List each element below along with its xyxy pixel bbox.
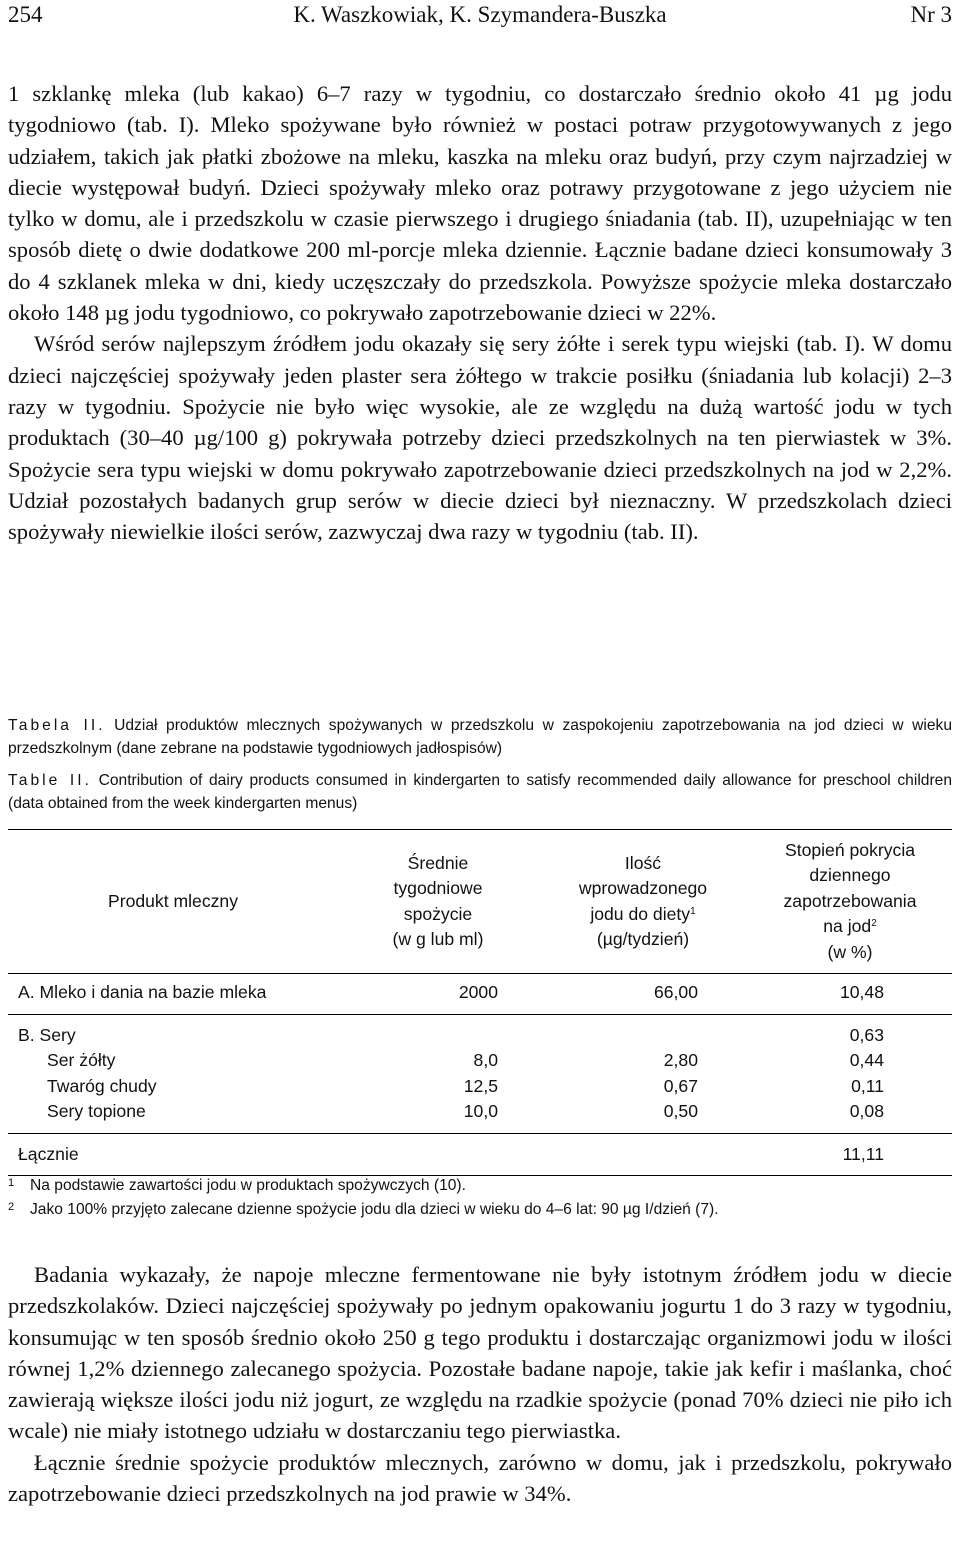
table-row [8, 1074, 952, 1100]
paragraph-summary: Łącznie średnie spożycie produktów mlecznych, zarówno w domu, jak i przedszkolu, pokrywało zapotrzebowanie dzieci przedszkolnych na jod prawie w 34%. [8, 1449, 952, 1507]
footnote-text: Jako 100% przyjęto zalecane dzienne spożycie jodu dla dzieci w wieku do 4–6 lat: 90 µg I/dzień (7). [30, 1201, 719, 1218]
cell-weekly: 2000 [458, 982, 498, 1002]
running-authors: K. Waszkowiak, K. Szymandera-Buszka [293, 2, 667, 27]
row-label: Twaróg chudy [47, 1075, 157, 1096]
header-product: Produkt mleczny [107, 890, 239, 911]
cell-iodine [538, 1133, 748, 1176]
body-text-bottom [8, 1259, 952, 1509]
table-label-en: Table II. [8, 772, 92, 789]
header-weekly-line: spożycie [403, 903, 473, 924]
header-iodine-line: wprowadzonego [578, 878, 708, 898]
header-iodine [538, 830, 748, 974]
header-weekly-line: (w g lub ml) [392, 929, 484, 949]
page-header [8, 2, 952, 34]
cell-weekly [338, 1133, 538, 1176]
header-coverage-line: Stopień pokrycia [784, 839, 916, 860]
cell-iodine: 2,80 [663, 1050, 698, 1070]
header-coverage-line: (w %) [827, 941, 873, 962]
table-row [8, 1014, 952, 1048]
row-label: Łącznie [18, 1143, 79, 1164]
header-coverage-line: dziennego [809, 865, 891, 886]
footnote [8, 1198, 952, 1222]
cell-coverage: 0,08 [849, 1101, 884, 1121]
paragraph-milk: 1 szklankę mleka (lub kakao) 6–7 razy w tygodniu, co dostarczało średnio około 41 µg jodu tygodniowo (tab. I). Mleko spożywane było również w postaci potraw przygotowywanych z jego udziałem, takich jak płatki zbożowe na mleku, kaszka na mleku oraz budyń, przy czym najrzadziej w diecie występował budyń. Dzieci spożywały mleko oraz potrawy przygotowane z jego użyciem nie tylko w domu, ale i przedszkolu w czasie pierwszego i drugiego śniadania (tab. II), uzupełniając w ten sposób dietę o dwie dodatkowe 200 ml-porcje mleka dziennie. Łącznie badane dzieci konsumowały 3 do 4 szklanek mleka w dni, kiedy uczęszczały do przedszkola. Powyższe spożycie mleka dostarczało około 148 µg jodu tygodniowo, co pokrywało zapotrzebowanie dzieci w 22%. [8, 81, 952, 326]
row-label: A. Mleko i dania na bazie mleka [18, 982, 267, 1002]
table-row [8, 974, 952, 1015]
cell-weekly: 10,0 [463, 1101, 498, 1121]
header-coverage-line: zapotrzebowania [783, 890, 917, 911]
issue-number: Nr 3 [910, 2, 952, 27]
dairy-table [8, 829, 952, 1176]
table-row-total [8, 1133, 952, 1176]
table-caption-en [8, 769, 952, 815]
footnote-text: Na podstawie zawartości jodu w produktach spożywczych (10). [30, 1177, 466, 1194]
cell-coverage: 0,11 [851, 1075, 884, 1096]
table-row [8, 1099, 952, 1133]
table-caption-pl [8, 714, 952, 760]
header-coverage [748, 830, 952, 974]
cell-coverage: 10,48 [839, 982, 884, 1002]
body-text-top [8, 78, 952, 547]
header-weekly [338, 830, 538, 974]
cell-weekly: 8,0 [473, 1050, 498, 1070]
table-caption-pl-text: Udział produktów mlecznych spożywanych w przedszkolu w zaspokojeniu zapotrzebowania na jod dzieci w wieku przedszkolnym (dane zebrane na podstawie tygodniowych jadłospisów) [8, 717, 952, 757]
table-label-pl: Tabela II. [8, 717, 106, 734]
footnote [8, 1174, 952, 1198]
cell-coverage: 0,63 [849, 1024, 884, 1045]
cell-iodine [538, 1014, 748, 1048]
cell-coverage: 11,11 [842, 1143, 884, 1164]
table-footnotes [8, 1174, 952, 1222]
row-label: B. Sery [18, 1024, 76, 1045]
header-coverage-line: na jod$^2$ [823, 916, 877, 937]
footnote-mark: 1 [8, 1177, 15, 1189]
row-label: Ser żółty [47, 1050, 116, 1070]
header-weekly-line: Średnie [407, 852, 469, 873]
footnote-ref: 1 [690, 905, 696, 917]
paragraph-fermented: Badania wykazały, że napoje mleczne fermentowane nie były istotnym źródłem jodu w diecie przedszkolaków. Dzieci najczęściej spożywały po jednym opakowaniu jogurtu 1 do 3 razy w tygodniu, konsumując w ten sposób średnio około 250 g tego produktu i dostarczając organizmowi jodu w ilości równej 1,2% dziennego zalecanego spożycia. Pozostałe badane napoje, takie jak kefir i maślanka, choć zawierają większe ilości jodu niż jogurt, ze względu na rzadkie spożycie (ponad 70% dzieci nie piło ich wcale) nie miały istotnego udziału w dostarczaniu tego pierwiastka. [8, 1262, 952, 1444]
cell-iodine: 0,67 [663, 1075, 698, 1096]
cell-weekly: 12,5 [463, 1075, 498, 1096]
footnote-mark: 2 [8, 1201, 15, 1213]
table-row [8, 1048, 952, 1074]
cell-iodine: 0,50 [663, 1101, 698, 1121]
row-label: Sery topione [47, 1101, 146, 1121]
header-iodine-line: Ilość [624, 852, 662, 873]
header-iodine-line: jodu do diety$^1$ [590, 903, 696, 924]
cell-weekly [338, 1014, 538, 1048]
page-number: 254 [8, 2, 43, 27]
table-caption-en-text: Contribution of dairy products consumed in kindergarten to satisfy recommended daily allowance for preschool children (data obtained from the week kindergarten menus) [8, 772, 952, 812]
cell-coverage: 0,44 [849, 1050, 884, 1070]
footnote-ref: 2 [871, 918, 877, 930]
header-weekly-line: tygodniowe [393, 878, 483, 898]
header-iodine-line: (µg/tydzień) [596, 929, 690, 949]
table-header-row [8, 830, 952, 974]
paragraph-cheese: Wśród serów najlepszym źródłem jodu okazały się sery żółte i serek typu wiejski (tab. I). W domu dzieci najczęściej spożywały jeden plaster sera żółtego w trakcie posiłku (śniadania lub kolacji) 2–3 razy w tygodniu. Spożycie nie było więc wysokie, ale ze względu na dużą wartość jodu w tych produktach (30–40 µg/100 g) pokrywała potrzeby dzieci przedszkolnych na ten pierwiastek w 3%. Spożycie sera typu wiejski w domu pokrywało zapotrzebowanie dzieci przedszkolnych na jod w 2,2%. Udział pozostałych badanych grup serów w diecie dzieci był nieznaczny. W przedszkolach dzieci spożywały niewielkie ilości serów, zazwyczaj dwa razy w tygodniu (tab. II). [8, 331, 952, 545]
cell-iodine: 66,00 [653, 982, 698, 1002]
